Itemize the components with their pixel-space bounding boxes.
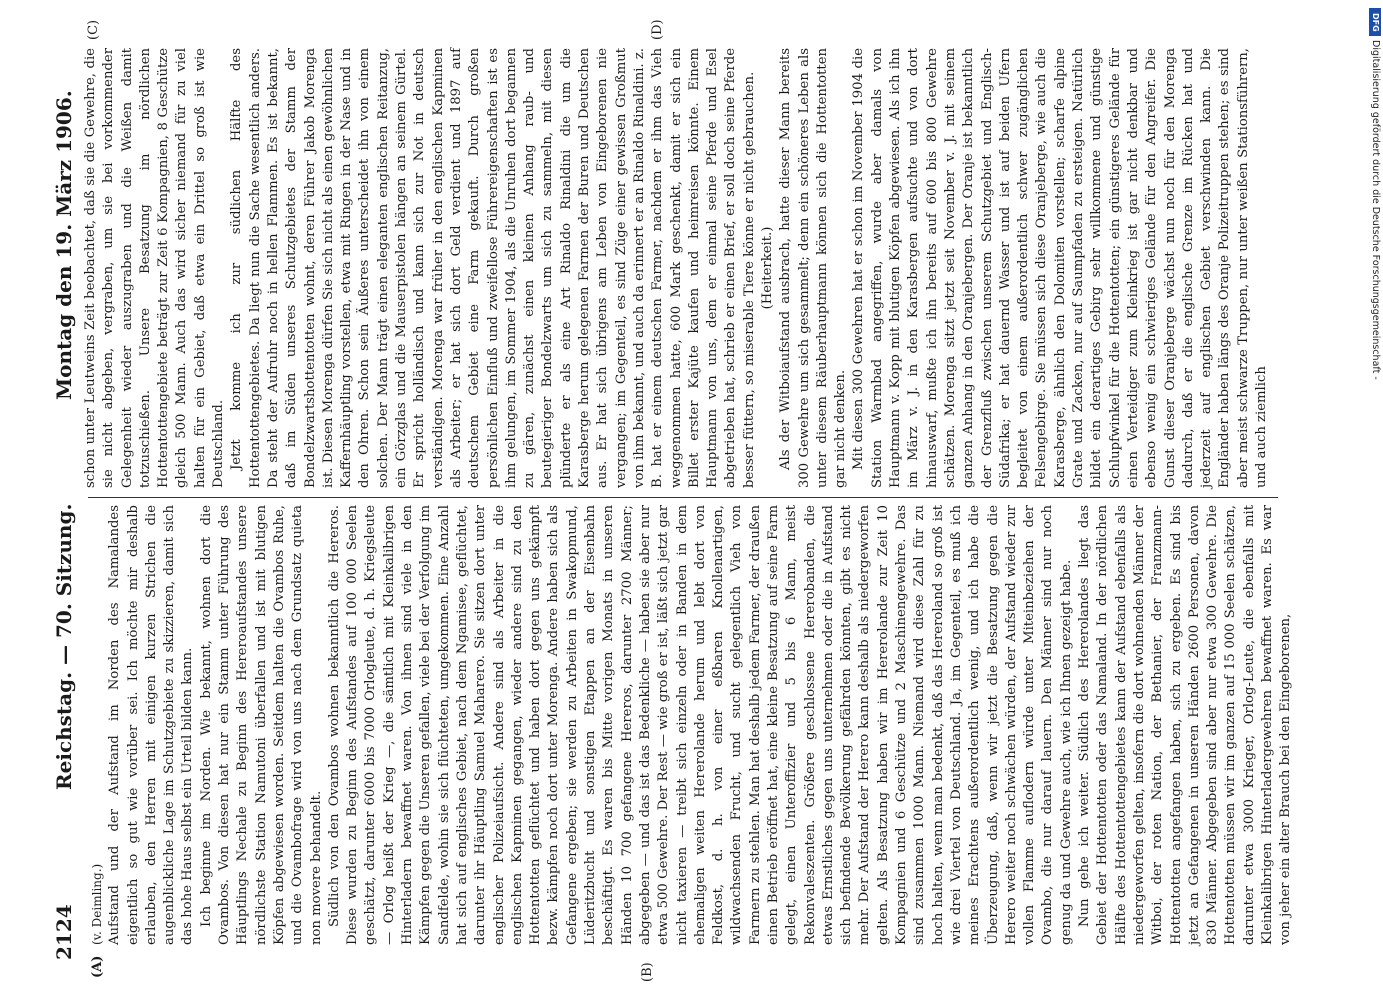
paragraph: Südlich von den Ovambos wohnen bekanntlich die Hereros. Diese wurden zu Beginn des Aufstandes auf 100 000 Seelen geschätzt, darunter 6000 bis 7000 Orlogleute, d. h. Kriegsleute — Orlog heißt der Krieg —, die sämtlich mit Kleinkalibrigen Hinterladern bewaffnet waren. Von ihnen sind viele in den Kämpfen gegen die Unseren gefallen, viele bei der Verfolgung im Sandfelde, wohin sie sich flüchteten, umgekommen. Eine Anzahl hat sich auf englisches Gebiet, nach dem Ngamisee, geflüchtet, darunter ihr Häuptling Samuel Maharero. Sie sitzen dort unter englischer Polizeiaufsicht. Andere sind als Arbeiter in die englischen Kapminen gegangen, wieder andere sind zu den Hottentotten geflüchtet und haben dort gegen uns gekämpft bezw. kämpfen noch dort unter Morenga. Andere haben sich als Gefangene ergeben; sie werden zu Arbeiten in Swakopmund, Lüderitzbucht und sonstigen Etappen an der Eisenbahn beschäftigt. Es waren bis Mitte vorigen Monats in unseren Händen 10 700 gefangene Hereros, darunter 2700 Männer; abgegeben — und das ist das Bedenkliche — haben sie aber nur etwa 500 Gewehre. Der Rest — wie groß er ist, läßt sich jetzt gar nicht taxieren — treibt sich einzeln oder in Banden in dem ehemaligen weiten Hererolande herum und lebt dort von Feldkost, d. h. von einer eßbaren Knollenartigen, wildwachsenden Frucht, und sucht gelegentlich Vieh von Farmern zu stehlen. Man hat deshalb jedem Farmer, der draußen einen Betrieb eröffnet hat, eine kleine Besatzung auf seine Farm gelegt, einen Unteroffizier und 5 bis 6 Mann, meist Rekonvaleszenten. Größere geschlossene Hererobanden, die etwas Ernstliches gegen uns unternehmen oder die in Aufstand sich befindende Bevölkerung gefährden könnten, gibt es nicht mehr. Der Aufstand der Herero kann deshalb als niedergeworfen gelten. Als Besatzung haben wir im Hererolande zur Zeit 10 Kompagnien und 6 Geschütze und 2 Maschinengewehre. Das sind zusammen 1000 Mann. Niemand wird diese Zahl für zu hoch halten, wenn man bedenkt, daß das Hereroland so groß ist wie drei Viertel von Deutschland. Ja, im Gegenteil, es muß ich meines Erachtens außerordentlich wenig, und ich habe die Überzeugung, daß, wenn wir jetzt die Besatzung gegen die Herero weiter noch schwächen würden, der Aufstand wieder zur vollen Flamme auflodern würde unter Miteinbeziehen der Ovambo, die nur darauf lauern. Den Männer sind nur noch genug da und Gewehre auch, wie ich Ihnen gezeigt habe. xyxy=(326,505,1074,945)
credit-text: Digitalisierung gefördert durch die Deutsche Forschungsgemeinschaft - xyxy=(1370,40,1381,380)
paragraph: Mit diesen 300 Gewehren hat er schon im November 1904 die Station Warmbad angegriffen, wurde aber damals von Hauptmann v. Kopp mit blutigen Köpfen abgewiesen. Als ich ihn im März v. J. in den Karasbergen aufsuchte und von dort hinauswarf, mußte ich ihn bereits auf 600 bis 800 Gewehre schätzen. Morenga sitzt jetzt seit November v. J. mit seinem ganzen Anhang in den Oranjebergen. Der Oranje ist bekanntlich der Grenzfluß zwischen unserem Schutzgebiet und Englisch-Südafrika; er hat dauernd Wasser und ist auf beiden Ufern begleitet von einem außerordentlich schwer zugänglichen Felsengebirge. Sie müssen sich diese Oranjeberge, wie auch die Karasberge, ähnlich den Dolomiten vorstellen; scharfe alpine Grate und Zacken, nur auf Saumpfaden zu ersteigen. Natürlich bildet ein derartiges Gebirg sehr willkommene und günstige Schlupfwinkel für die Hottentotten; ein günstigeres Gelände für einen Verteidiger zum Kleinkrieg ist gar nicht denkbar und ebenso wenig ein schwieriges Gelände für den Angreifer. Die Gunst dieser Oranjeberge wächst nun noch für den Morenga dadurch, daß er die englische Grenze im Rücken hat und jederzeit auf englischen Gebiet verschwinden kann. Die Engländer haben längs des Oranje Polizeitruppen stehen; es sind aber meist schwarze Truppen, nur unter weißen Stationsführern, und auch ziemlich xyxy=(851,48,1269,488)
header-right-title: Montag den 19. März 1906. xyxy=(52,90,76,400)
header-left-title: Reichstag. — 70. Sitzung. xyxy=(52,503,76,790)
margin-mark-a: (A) xyxy=(90,955,105,978)
paragraph: schon unter Leutweins Zeit beobachtet, daß sie die Gewehre, die sie nicht abgeben, vergraben, um sie bei vorkommender Gelegenheit wieder auszugraben und die Weißen damit totzuschießen. Unsere Besatzung im nördlichen Hottentottengebiete beträgt zur Zeit 6 Kompagnien, 8 Geschütze gleich 500 Mann. Auch das wird sicher niemand für zu viel halten für ein Gebiet, daß etwa ein Drittel so groß ist wie Deutschland. xyxy=(83,48,227,488)
paragraph: Jetzt komme ich zur südlichen Hälfte des Hottentottengebietes. Da liegt nun die Sache wesentlich anders. Da steht der Aufruhr noch in hellen Flammen. Es ist bekannt, daß im Süden unseres Schutzgebietes der Stamm der Bondelzwartshottentotten wohnt, deren Führer Jakob Morenga ist. Diesen Morenga dürfen Sie sich nicht als einen gewöhnlichen Kaffernhäuptling vorstellen, etwa mit Ringen in der Nase und in den Ohren. Schon sein Äußeres unterscheidet ihn von einem solchen. Der Mann trägt einen eleganten englischen Reitanzug, ein Görzglas und die Mauserpistolen hängen an seinem Gürtel. Er spricht holländisch und kann sich zur Not in deutsch verständigen. Morenga war früher in den englischen Kapminen als Arbeiter; er hat sich dort Geld verdient und 1897 auf deutschem Gebiet eine Farm gekauft. Durch großen persönlichen Einfluß und zweifellose Führereigenschaften ist es ihm gelungen, im Sommer 1904, als die Unruhen dort begannen zu gären, zunächst einen kleinen Anhang raub- und beutegieriger Bondelzwarts um sich zu sammeln, mit diesen plünderte er als eine Art Rinaldo Rinaldini die um die Karasberge herum gelegenen Farmen der Buren und Deutschen aus. Er hat sich übrigens am Leben von Eingeborenen nie vergangen; im Gegenteil, es sind Züge einer gewissen Großmut von ihm bekannt, und auch da erinnert er an Rinaldo Rinaldini. z. B. hat er einem deutschen Farmer, nachdem er ihm das Vieh weggenommen hatte, 600 Mark geschenkt, damit er sich ein Billet erster Kajüte kaufen und heimreisen könnte. Einem Hauptmann von uns, dem er einmal seine Pferde und Esel abgetrieben hat, schrieb er einen Brief, er soll doch seine Pferde besser füttern, so miserable Tiere könne er nicht gebrauchen. xyxy=(229,48,757,488)
margin-mark-d: (D) xyxy=(650,19,665,40)
laughter-note: (Heiterkeit.) xyxy=(759,226,775,310)
paragraph: Ich beginne im Norden. Wie bekannt, wohnen dort die Ovambos. Von diesen hat nur ein Stamm unter Führung des Häuptlings Nechale zu Beginn des Hereroaufstandes unsere nördlichste Station Namutoni überfallen und ist mit blutigen Köpfen abgewiesen worden. Seitdem halten die Ovambos Ruhe, und die Ovambofrage wird von uns nach dem Grundsatz quieta non movere behandelt. xyxy=(198,505,324,945)
dfg-logo: DFG xyxy=(1369,8,1381,36)
margin-mark-b: (B) xyxy=(640,962,655,982)
speaker-heading: (v. Deimling.) xyxy=(90,863,104,945)
paragraph: Aufstand und der Aufstand im Norden des Namalandes eigentlich so gut wie vorüber sei. Ich möchte mir deshalb erlauben, den Herren mit einigen kurzen Strichen die augenblickliche Lage im Schutzgebiete zu skizzieren, damit sich das hohe Haus selbst ein Urteil bilden kann. xyxy=(107,505,196,945)
page-number: 2124 xyxy=(52,904,76,960)
paragraph: Als der Witboiaufstand ausbrach, hatte dieser Mann bereits 300 Gewehre um sich gesammelt; denn ein schöneres Leben als unter diesem Räuberhauptmann können sich die Hottentotten gar nicht denken. xyxy=(778,48,849,488)
margin-mark-c: (C) xyxy=(86,19,101,40)
paragraph: Nun gehe ich weiter. Südlich des Hererolandes liegt das Gebiet der Hottentotten oder das Namaland. In der nördlichen Hälfte des Hottentottengebietes kann der Aufstand ebenfalls als niedergeworfen gelten, insofern die dort wohnenden Männer der Witboi, der roten Nation, der Bethanier, der Franzmann-Hottentotten angefangen haben, sich zu ergeben. Es sind bis jetzt an Gefangenen in unseren Händen 2600 Personen, davon 830 Männer. Abgegeben sind aber nur etwa 300 Gewehre. Die Hottentotten müssen wir im ganzen auf 15 000 Seelen schätzen, darunter etwa 3000 Krieger, Orlog-Leute, die ebenfalls mit Kleinkalibrigen Hinterladergewehren bewaffnet waren. Es war von jeher ein alter Brauch bei den Eingeborenen, xyxy=(1077,505,1294,945)
